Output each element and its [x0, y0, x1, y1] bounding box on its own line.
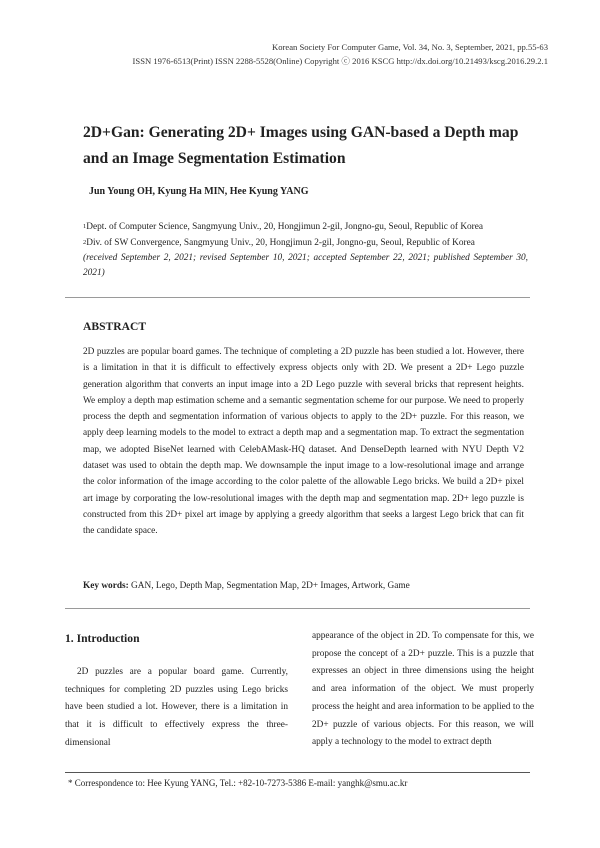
- affiliation-2: [83, 235, 528, 251]
- affiliation-1: [83, 219, 528, 235]
- author-list: Jun Young OH, Kyung Ha MIN, Hee Kyung YANG: [89, 186, 309, 197]
- affiliation-text: Dept. of Computer Science, Sangmyung Univ., 20, Hongjimun 2-gil, Jongno-gu, Seoul, Republic of Korea: [86, 222, 484, 232]
- affiliation-mark: 1: [83, 223, 87, 230]
- affiliation-text: Div. of SW Convergence, Sangmyung Univ., 20, Hongjimun 2-gil, Jongno-gu, Seoul, Republic of Korea: [86, 238, 475, 248]
- issn-line: ISSN 1976-6513(Print) ISSN 2288-5528(Online) Copyright ⓒ 2016 KSCG http://dx.doi.org/10.21493/kscg.2016.29.2.1: [132, 56, 548, 66]
- section-heading: 1. Introduction: [65, 632, 140, 645]
- journal-citation: Korean Society For Computer Game, Vol. 34, No. 3, September, 2021, pp.55-63: [272, 42, 548, 52]
- keywords-label: Key words:: [83, 581, 129, 591]
- correspondence-footnote: * Correspondence to: Hee Kyung YANG, Tel.: +82-10-7273-5386 E-mail: yanghk@smu.ac.kr: [68, 778, 408, 788]
- affiliations: [83, 219, 528, 281]
- paper-title: 2D+Gan: Generating 2D+ Images using GAN-based a Depth map and an Image Segmentation Estimation: [83, 124, 519, 167]
- abstract-text: 2D puzzles are popular board games. The technique of completing a 2D puzzle has been studied a lot. However, there is a limitation in that it is difficult to effectively express objects only with 2D. We present a 2D+ Lego puzzle generation algorithm that converts an input image into a 2D Lego puzzle with several bricks that represent heights. We employ a depth map estimation scheme and a semantic segmentation scheme for our purpose. We need to properly process the depth and segmentation information of various objects to apply to the 2D+ puzzle. For this reason, we apply deep learning models to the model to extract a depth map and a segmentation map. To extract the segmentation map, we adopted BiseNet learned with CelebAMask-HQ dataset. And DenseDepth learned with NYU Depth V2 dataset was used to obtain the depth map. We downsample the input image to a low-resolutional image and arrange the color information of the image according to the color palette of the allowable Lego bricks. We build a 2D+ pixel art image by corporating the low-resolutional images with the depth map and segmentation map. 2D+ lego puzzle is constructed from this 2D+ pixel art image by applying a greedy algorithm that seeks a largest Lego brick that can fit the candidate space.: [83, 347, 524, 537]
- abstract-heading: ABSTRACT: [83, 320, 147, 333]
- intro-left-column: 2D puzzles are a popular board game. Currently, techniques for completing 2D puzzles using Lego bricks have been studied a lot. However, there is a limitation in that it is difficult to effectively express the three-dimensional: [65, 667, 288, 748]
- affiliation-mark: 2: [83, 239, 87, 246]
- journal-header: [133, 40, 548, 68]
- keywords-text: GAN, Lego, Depth Map, Segmentation Map, 2D+ Images, Artwork, Game: [131, 581, 410, 591]
- intro-right-column: appearance of the object in 2D. To compensate for this, we propose the concept of a 2D+ puzzle. This is a puzzle that expresses an object in three dimensions using the height and area information of the object. We must properly process the height and area information to be applied to the 2D+ puzzle of various objects. For this reason, we will apply a technology to the model to extract depth: [312, 631, 534, 748]
- divider: [65, 608, 530, 609]
- keywords: [83, 581, 528, 591]
- received-dates: (received September 2, 2021; revised September 10, 2021; accepted September 22, 2021; published September 30, 2021): [83, 253, 528, 278]
- footnote-divider: [65, 772, 530, 773]
- divider: [65, 297, 530, 298]
